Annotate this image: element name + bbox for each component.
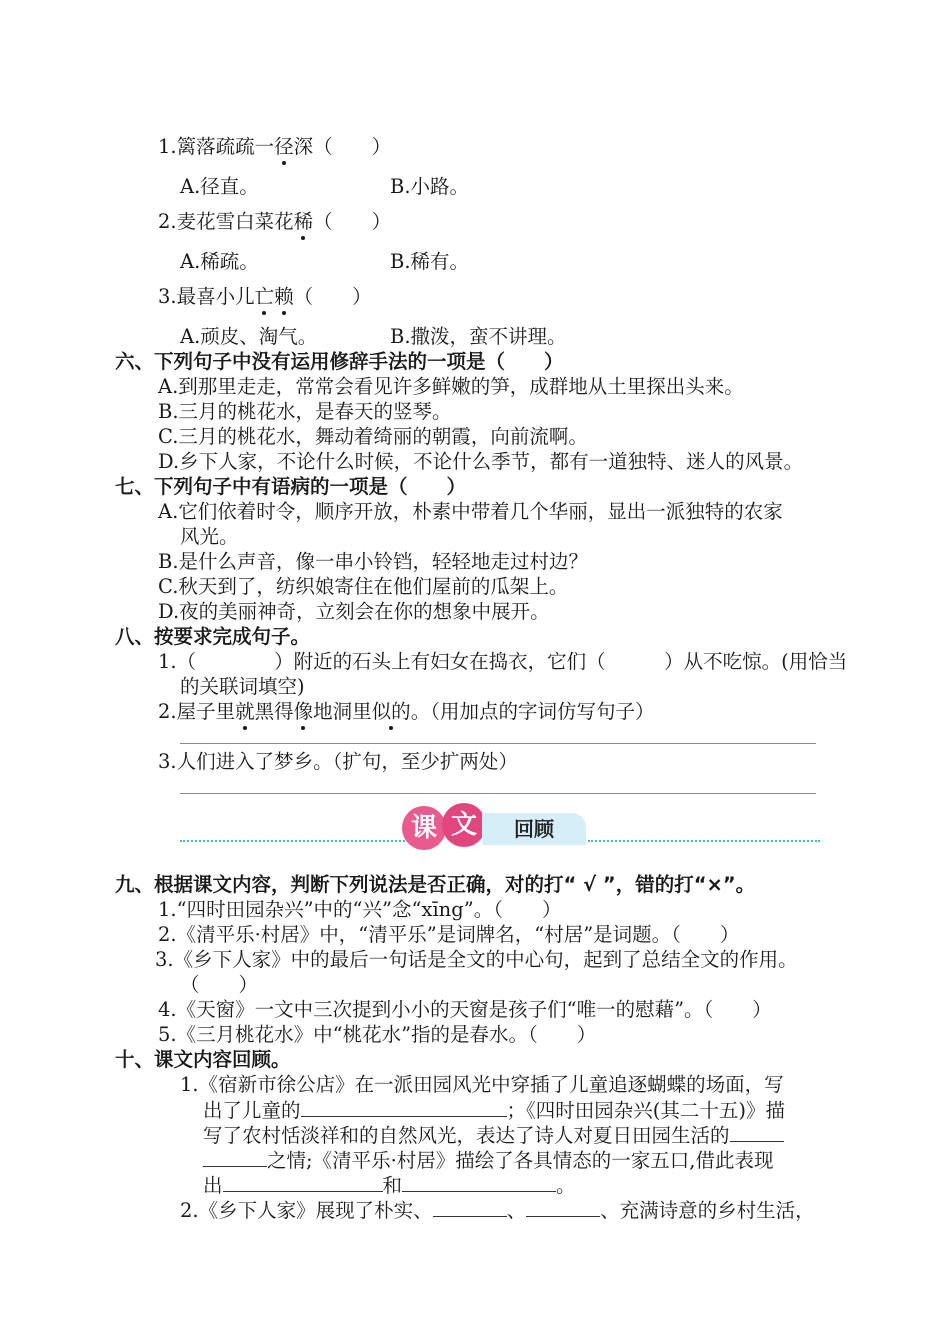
- q5-item3-option-a: A.顽皮、淘气。: [180, 325, 318, 348]
- q10-line1: 1.《宿新市徐公店》在一派田园风光中穿插了儿童追逐蝴蝶的场面，写: [180, 1073, 784, 1096]
- q10-line4: 之情;《清平乐·村居》描绘了各具情态的一家五口,借此表现: [203, 1148, 773, 1173]
- q7-option-b: B.是什么声音，像一串小铃铛，轻轻地走过村边？: [158, 550, 589, 573]
- q5-item3-option-b: B.撒泼，蛮不讲理。: [390, 325, 567, 348]
- emphasis-dot-char: 径: [274, 135, 294, 158]
- fill-blank[interactable]: [730, 1123, 784, 1142]
- q7-title: 七、下列句子中有语病的一项是（ ）: [115, 475, 467, 498]
- banner-dotted-line: [180, 840, 405, 842]
- fill-blank[interactable]: [402, 1173, 556, 1192]
- q5-item2: 2.麦花雪白菜花稀（ ）: [158, 210, 392, 233]
- q5-item1-option-b: B.小路。: [390, 175, 470, 198]
- q9-item4: 4.《天窗》一文中三次提到小小的天窗是孩子们“唯一的慰藉”。（ ）: [158, 998, 772, 1021]
- q5-item3: 3.最喜小儿亡赖（ ）: [158, 285, 372, 308]
- fill-blank[interactable]: [203, 1148, 267, 1167]
- q5-item2-option-b: B.稀有。: [390, 250, 470, 273]
- q10-line2: 出了儿童的 ；《四时田园杂兴(其二十五)》描: [203, 1099, 785, 1122]
- q5-item2-option-a: A.稀疏。: [180, 250, 259, 273]
- emphasis-dot-char: 稀: [293, 210, 314, 233]
- answer-line[interactable]: [180, 743, 816, 744]
- q6-option-d: D.乡下人家，不论什么时候，不论什么季节，都有一道独特、迷人的风景。: [158, 450, 804, 473]
- q8-item1: 1.（ ）附近的石头上有妇女在捣衣，它们（ ）从不吃惊。(用恰当: [158, 650, 848, 673]
- q8-item1-cont: 的关联词填空): [180, 675, 305, 698]
- q10-line3: 写了农村恬淡祥和的自然风光，表达了诗人对夏日田园生活的: [203, 1123, 784, 1148]
- emphasis-dot-char: 就: [235, 700, 255, 723]
- q6-option-b: B.三月的桃花水，是春天的竖琴。: [158, 400, 452, 423]
- q9-item3: 3.《乡下人家》中的最后一句话是全文的中心句，起到了总结全文的作用。: [155, 948, 798, 971]
- fill-blank[interactable]: [526, 1198, 600, 1217]
- q9-title: 九、根据课文内容，判断下列说法是否正确，对的打“ √ ”，错的打“×”。: [115, 873, 756, 896]
- q5-item1: 1.篱落疏疏一径深（ ）: [158, 135, 392, 158]
- banner-dotted-line: [588, 840, 820, 842]
- q7-option-a: A.它们依着时令，顺序开放，朴素中带着几个华丽，显出一派独特的农家: [158, 500, 783, 523]
- emphasis-dot-char: 赖: [274, 285, 294, 308]
- q9-item3-cont: （ ）: [180, 973, 259, 996]
- q8-title: 八、按要求完成句子。: [115, 625, 311, 648]
- emphasis-dot-char: 亡: [254, 285, 275, 308]
- q9-item2: 2.《清平乐·村居》中，“清平乐”是词牌名，“村居”是词题。（ ）: [158, 923, 740, 946]
- q7-option-d: D.夜的美丽神奇，立刻会在你的想象中展开。: [158, 600, 550, 623]
- q10-line6: 2.《乡下人家》展现了朴实、 、 、充满诗意的乡村生活，: [180, 1199, 815, 1222]
- fill-blank[interactable]: [223, 1173, 383, 1192]
- banner-label: 回顾: [482, 813, 586, 845]
- q7-option-a-cont: 风光。: [180, 525, 239, 548]
- q8-item3: 3.人们进入了梦乡。（扩句，至少扩两处）: [158, 750, 518, 773]
- fill-blank[interactable]: [433, 1198, 507, 1217]
- q10-line5: 出 和 。: [203, 1174, 576, 1197]
- q6-option-c: C.三月的桃花水，舞动着绮丽的朝霞，向前流啊。: [158, 425, 588, 448]
- q10-title: 十、课文内容回顾。: [115, 1048, 291, 1071]
- q8-item2: 2.屋子里就黑得像地洞里似的。（用加点的字词仿写句子）: [158, 700, 655, 723]
- banner-char-circle: 文: [442, 803, 486, 847]
- answer-line[interactable]: [180, 793, 816, 794]
- emphasis-dot-char: 似的: [371, 700, 411, 723]
- q6-option-a: A.到那里走走，常常会看见许多鲜嫩的笋，成群地从土里探出头来。: [158, 375, 744, 398]
- q5-item1-option-a: A.径直。: [180, 175, 259, 198]
- banner-char-circle: 课: [402, 806, 446, 850]
- q9-item1: 1.“四时田园杂兴”中的“兴”念“xīng”。（ ）: [158, 898, 562, 921]
- q7-option-c: C.秋天到了，纺织娘寄住在他们屋前的瓜架上。: [158, 575, 569, 598]
- fill-blank[interactable]: [301, 1098, 507, 1117]
- emphasis-dot-char: 像: [293, 700, 314, 723]
- section-banner: [180, 803, 820, 853]
- q6-title: 六、下列句子中没有运用修辞手法的一项是（ ）: [115, 350, 564, 373]
- q9-item5: 5.《三月桃花水》中“桃花水”指的是春水。（ ）: [158, 1023, 597, 1046]
